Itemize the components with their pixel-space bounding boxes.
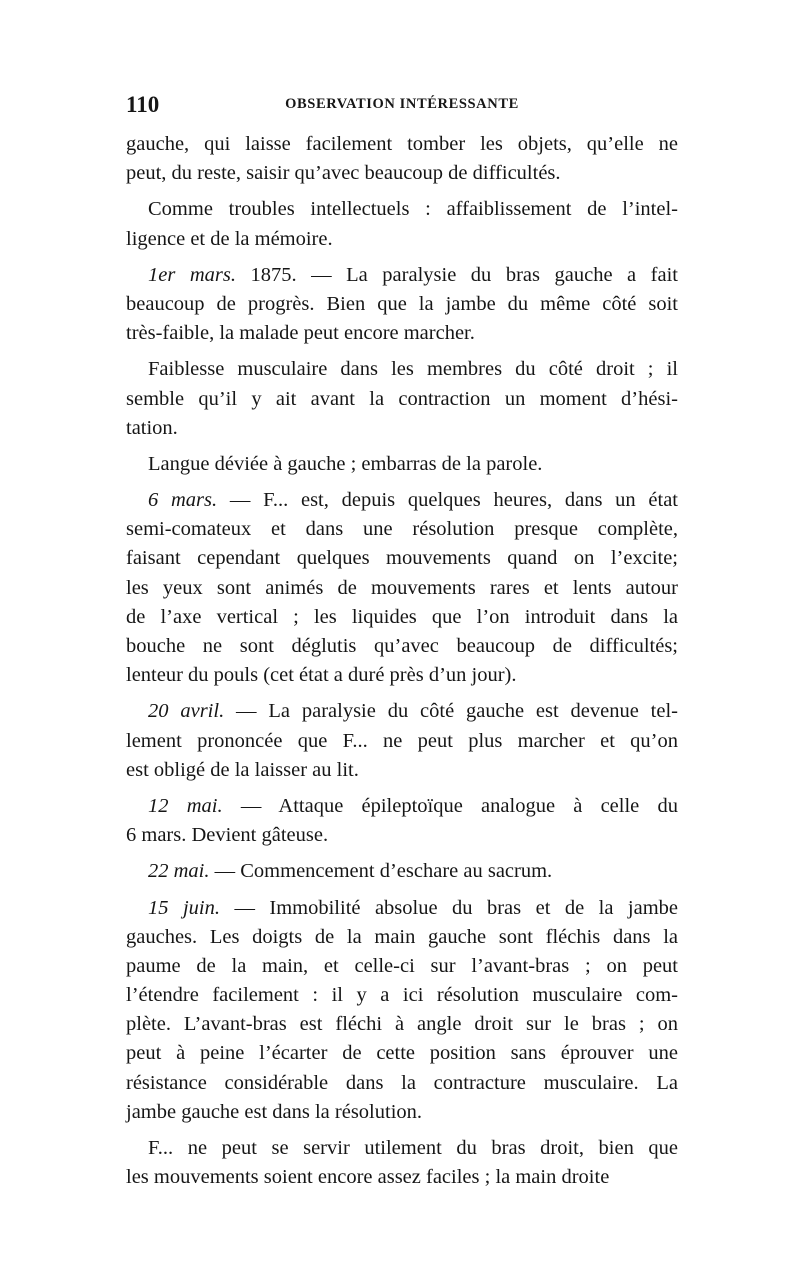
line-text: — Immobilité absolue du bras et de la jambe — [219, 896, 678, 919]
text-line: semi-comateux et dans une résolution presque complète, — [126, 518, 678, 541]
paragraph — [126, 697, 678, 785]
text-line: résistance considérable dans la contracture musculaire. La — [126, 1071, 678, 1094]
paragraph — [126, 894, 678, 1128]
paragraph — [126, 261, 678, 349]
text-line: Faiblesse musculaire dans les membres du côté droit ; il — [148, 358, 678, 381]
running-head: OBSERVATION INTÉRESSANTE — [285, 96, 519, 112]
text-line: l’étendre facilement : il y a ici résolution musculaire com- — [126, 984, 678, 1007]
date-lead: 12 mai. — [148, 794, 223, 817]
text-line: lenteur du pouls (cet état a duré près d’un jour). — [126, 664, 517, 687]
text-line — [126, 261, 678, 290]
paragraph — [126, 1134, 678, 1192]
text-line: jambe gauche est dans la résolution. — [126, 1100, 423, 1123]
date-lead: 6 mars. — [148, 489, 218, 512]
paragraph — [126, 486, 678, 690]
paragraph — [126, 792, 678, 850]
body-text — [126, 130, 678, 1199]
page-number: 110 — [126, 92, 160, 117]
text-line: 6 mars. Devient gâteuse. — [126, 824, 329, 847]
text-line: plète. L’avant-bras est fléchi à angle droit sur le bras ; on — [126, 1013, 678, 1036]
text-line: tation. — [126, 416, 178, 439]
date-lead: 20 avril. — [148, 700, 225, 723]
page-header — [126, 92, 678, 116]
text-line: Comme troubles intellectuels : affaiblissement de l’intel- — [148, 198, 678, 221]
text-line: Langue déviée à gauche ; embarras de la parole. — [148, 452, 543, 475]
paragraph — [126, 355, 678, 443]
text-line: F... ne peut se servir utilement du bras droit, bien que — [148, 1137, 678, 1159]
text-line: est obligé de la laisser au lit. — [126, 758, 359, 781]
text-line: peut, du reste, saisir qu’avec beaucoup de difficultés. — [126, 162, 561, 185]
line-text: — La paralysie du côté gauche est devenue tel- — [224, 700, 678, 723]
paragraph — [126, 195, 678, 253]
text-line: gauche, qui laisse facilement tomber les objets, qu’elle ne — [126, 133, 678, 155]
date-lead: 15 juin. — [148, 896, 220, 919]
text-line: de l’axe vertical ; les liquides que l’on introduit dans la — [126, 605, 678, 628]
text-line: faisant cependant quelques mouvements quand on l’excite; — [126, 547, 678, 570]
text-line — [126, 486, 678, 515]
text-line: les yeux sont animés de mouvements rares et lents autour — [126, 576, 678, 599]
line-text: 1875. — La paralysie du bras gauche a fait — [235, 263, 678, 286]
text-line: très-faible, la malade peut encore marcher. — [126, 322, 475, 345]
text-line: ligence et de la mémoire. — [126, 227, 333, 250]
text-line: bouche ne sont déglutis qu’avec beaucoup de difficultés; — [126, 635, 678, 657]
line-text: — F... est, depuis quelques heures, dans un état — [217, 489, 678, 512]
text-line — [126, 792, 678, 821]
line-text: — Commencement d’eschare au sacrum. — [209, 860, 553, 883]
date-lead: 22 mai. — [148, 860, 210, 883]
text-line: gauches. Les doigts de la main gauche sont fléchis dans la — [126, 925, 678, 948]
text-line: peut à peine l’écarter de cette position sans éprouver une — [126, 1042, 678, 1065]
text-line — [126, 697, 678, 726]
text-line: semble qu’il y ait avant la contraction un moment d’hési- — [126, 387, 678, 410]
text-line — [126, 857, 678, 886]
line-text: — Attaque épileptoïque analogue à celle du — [222, 794, 678, 817]
date-lead: 1er mars. — [148, 263, 236, 286]
text-line — [126, 894, 678, 923]
paragraph — [126, 857, 678, 886]
text-line: les mouvements soient encore assez faciles ; la main droite — [126, 1166, 610, 1189]
paragraph — [126, 130, 678, 188]
text-line: lement prononcée que F... ne peut plus marcher et qu’on — [126, 729, 678, 752]
text-line: paume de la main, et celle-ci sur l’avant-bras ; on peut — [126, 954, 678, 977]
paragraph — [126, 450, 678, 479]
text-line: beaucoup de progrès. Bien que la jambe du même côté soit — [126, 292, 678, 315]
